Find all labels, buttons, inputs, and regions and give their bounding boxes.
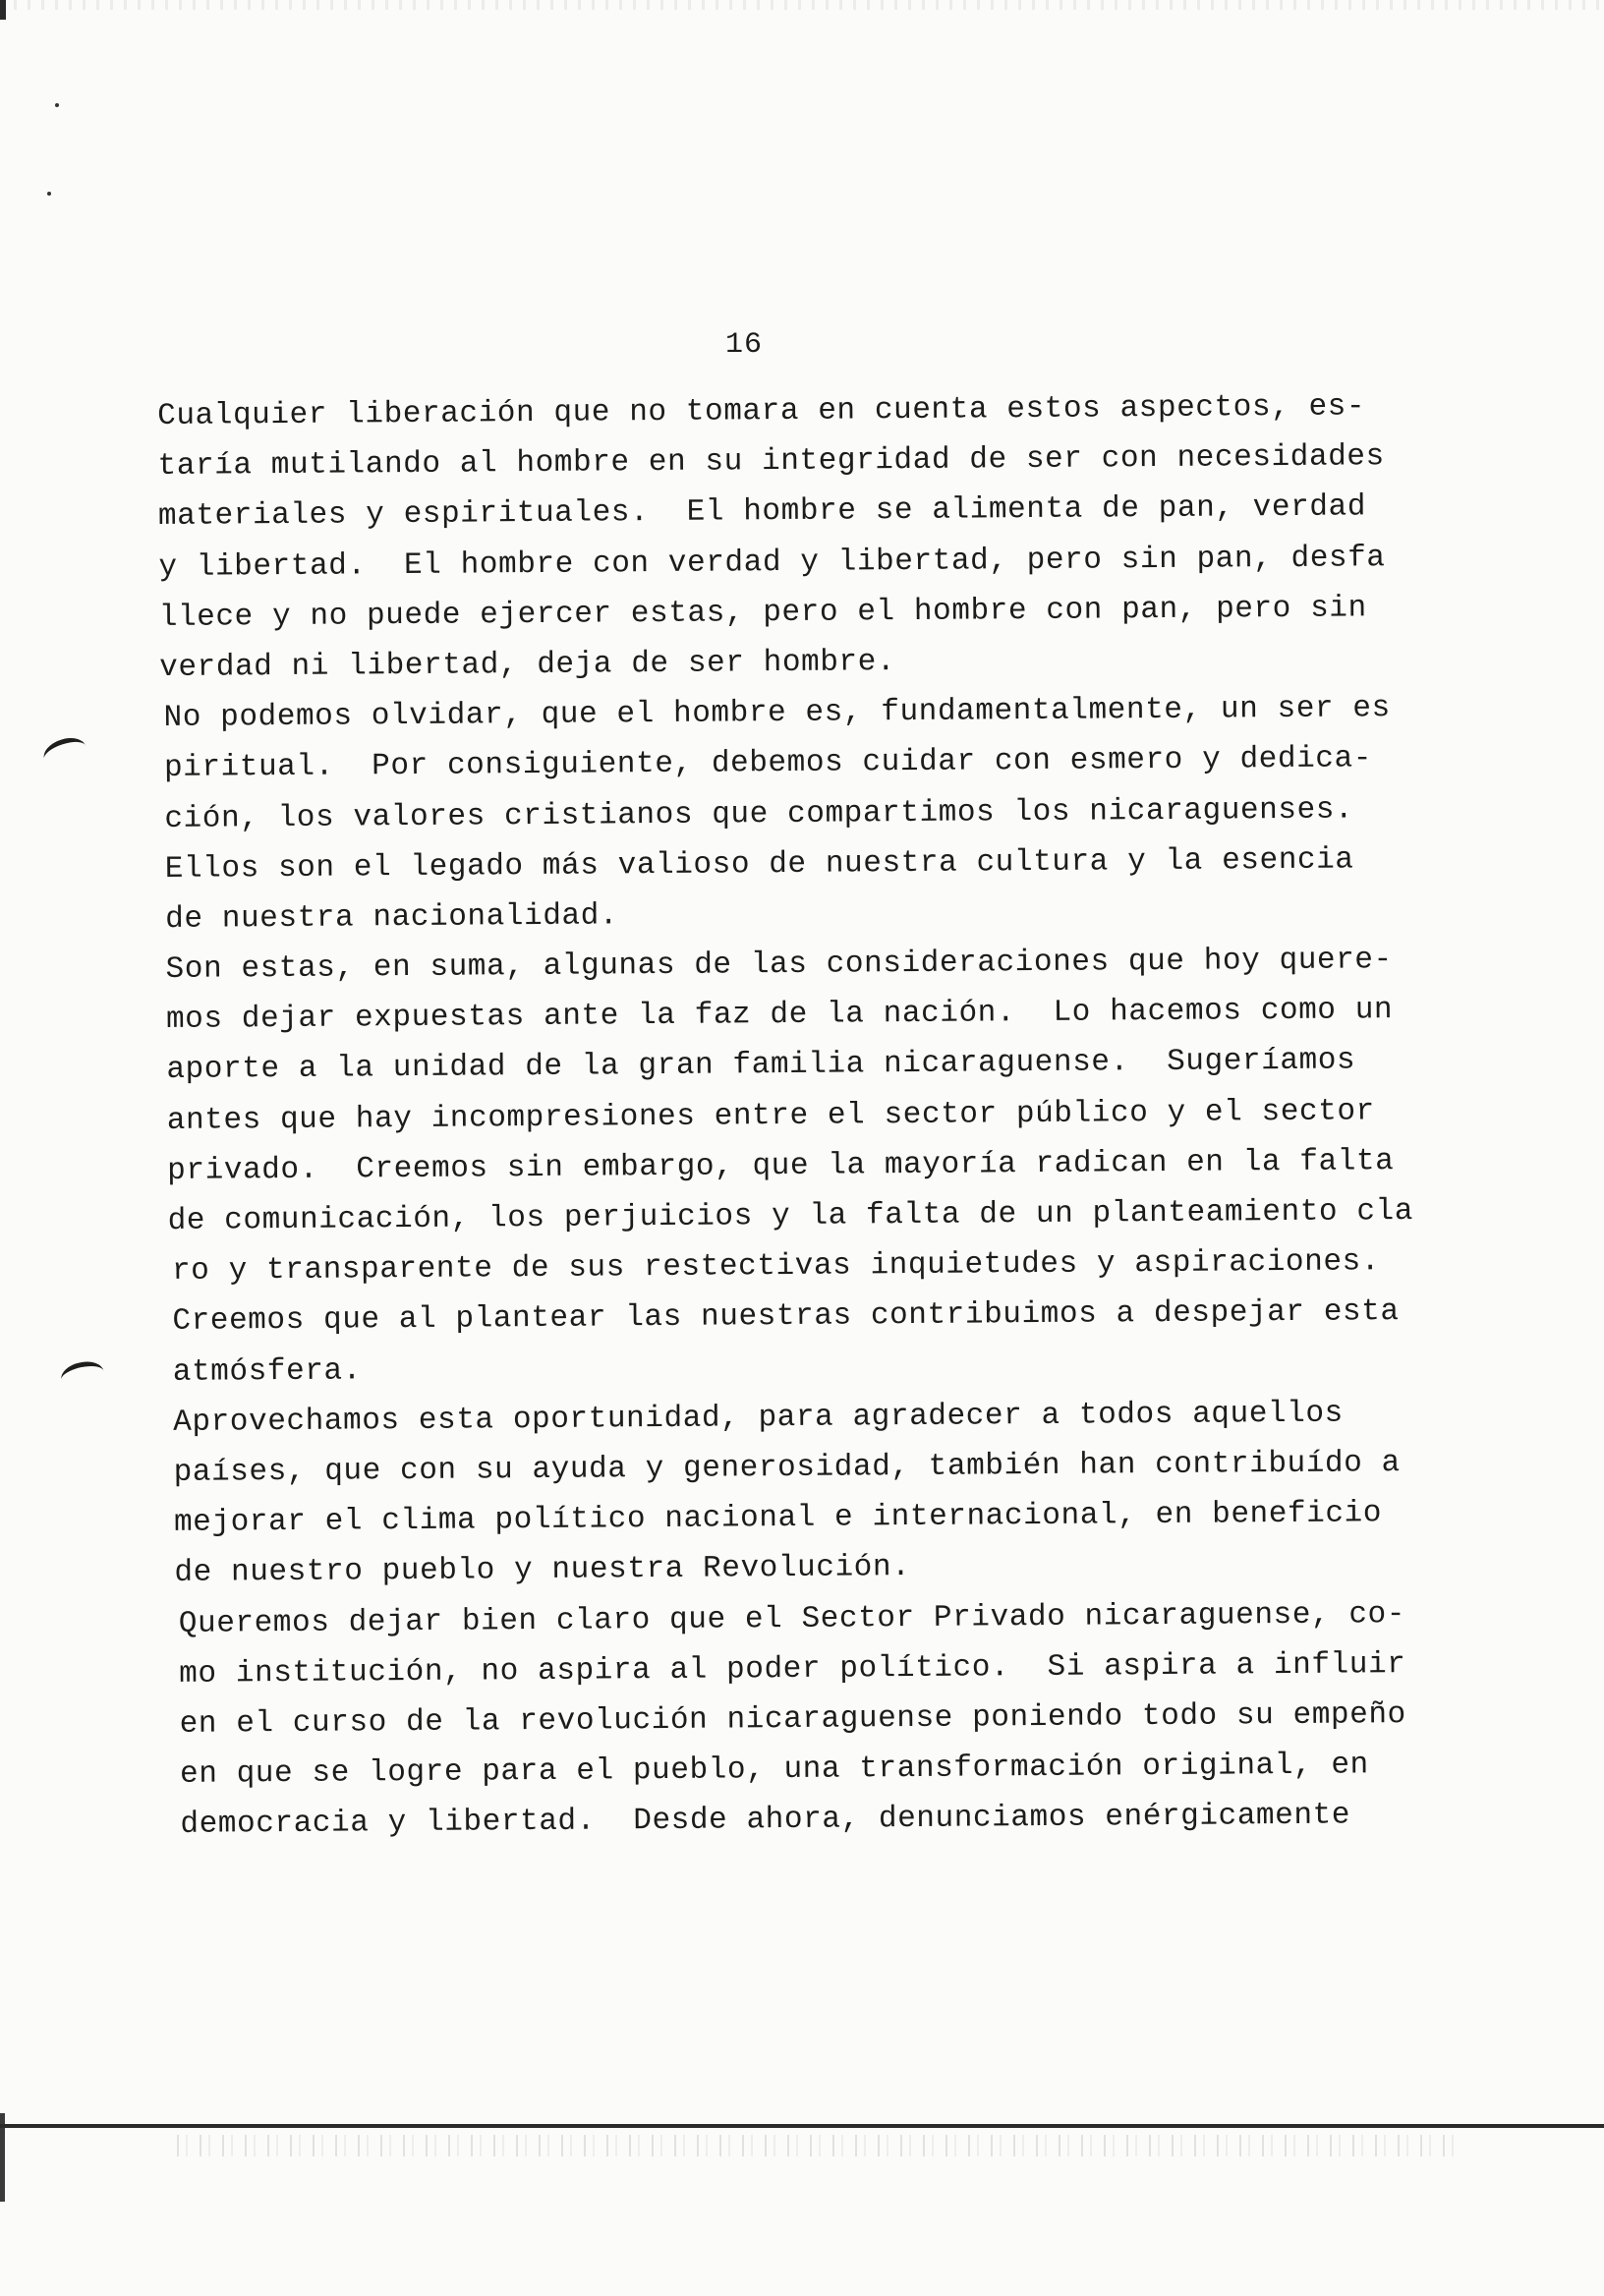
text-line: materiales y espirituales. El hombre se alimenta de pan, verdad [157, 489, 1367, 535]
text-line: aporte a la unidad de la gran familia nicaraguense. Sugeríamos [166, 1043, 1356, 1088]
text-line: Creemos que al plantear las nuestras contribuimos a despejar esta [172, 1294, 1400, 1340]
scan-speck [55, 103, 59, 107]
text-line: Son estas, en suma, algunas de las consideraciones que hoy quere- [165, 943, 1393, 988]
page-number: 16 [725, 328, 764, 362]
text-line: mos dejar expuestas ante la faz de la nación. Lo hacemos como un [165, 993, 1394, 1038]
text-line: ro y transparente de sus restectivas inquietudes y aspiraciones. [171, 1244, 1381, 1290]
scan-artifact-left [0, 0, 6, 20]
text-line: países, que con su ayuda y generosidad, también han contribuído a [173, 1446, 1401, 1490]
text-line: Ellos son el legado más valioso de nuestra cultura y la esencia [164, 842, 1354, 887]
text-line: de comunicación, los perjuicios y la falta de un planteamiento cla [167, 1193, 1414, 1238]
binding-hole-mark [40, 733, 89, 772]
text-line: y libertad. El hombre con verdad y libertad, pero sin pan, desfa [158, 540, 1386, 585]
text-line: mejorar el clima político nacional e internacional, en beneficio [173, 1496, 1383, 1541]
text-line: ción, los valores cristianos que compartimos los nicaraguenses. [164, 791, 1354, 836]
scan-artifact-bottom [177, 2135, 1455, 2156]
text-line: Queremos dejar bien claro que el Sector Privado nicaraguense, co- [178, 1596, 1406, 1641]
text-line: piritual. Por consiguiente, debemos cuidar con esmero y dedica- [163, 741, 1373, 786]
text-line: atmósfera. [172, 1352, 363, 1390]
scan-edge-line [0, 2124, 1604, 2128]
text-line: verdad ni libertad, deja de ser hombre. [159, 645, 896, 685]
text-line: de nuestra nacionalidad. [165, 898, 619, 937]
text-line: antes que hay incompresiones entre el sector público y el sector [166, 1093, 1375, 1138]
text-line: de nuestro pueblo y nuestra Revolución. [174, 1550, 911, 1591]
text-line: llece y no puede ejercer estas, pero el hombre con pan, pero sin [158, 591, 1367, 635]
body-text [157, 380, 1486, 1850]
scan-artifact-top [0, 0, 1604, 10]
binding-hole-mark [59, 1358, 107, 1394]
text-line: No podemos olvidar, que el hombre es, fundamentalmente, un ser es [163, 691, 1391, 736]
text-line: en que se logre para el pueblo, una transformación original, en [179, 1748, 1369, 1792]
text-line: Cualquier liberación que no tomara en cuenta estos aspectos, es- [157, 389, 1366, 433]
text-line: Aprovechamos esta oportunidad, para agradecer a todos aquellos [173, 1396, 1344, 1440]
text-line: mo institución, no aspira al poder político. Si aspira a influir [179, 1646, 1406, 1692]
text-line: taría mutilando al hombre en su integridad de ser con necesidades [157, 439, 1385, 485]
scan-speck [47, 192, 51, 196]
text-line: privado. Creemos sin embargo, que la mayoría radican en la falta [167, 1143, 1395, 1188]
text-line: democracia y libertad. Desde ahora, denunciamos enérgicamente [180, 1798, 1351, 1843]
text-line: en el curso de la revolución nicaraguense poniendo todo su empeño [179, 1696, 1406, 1742]
